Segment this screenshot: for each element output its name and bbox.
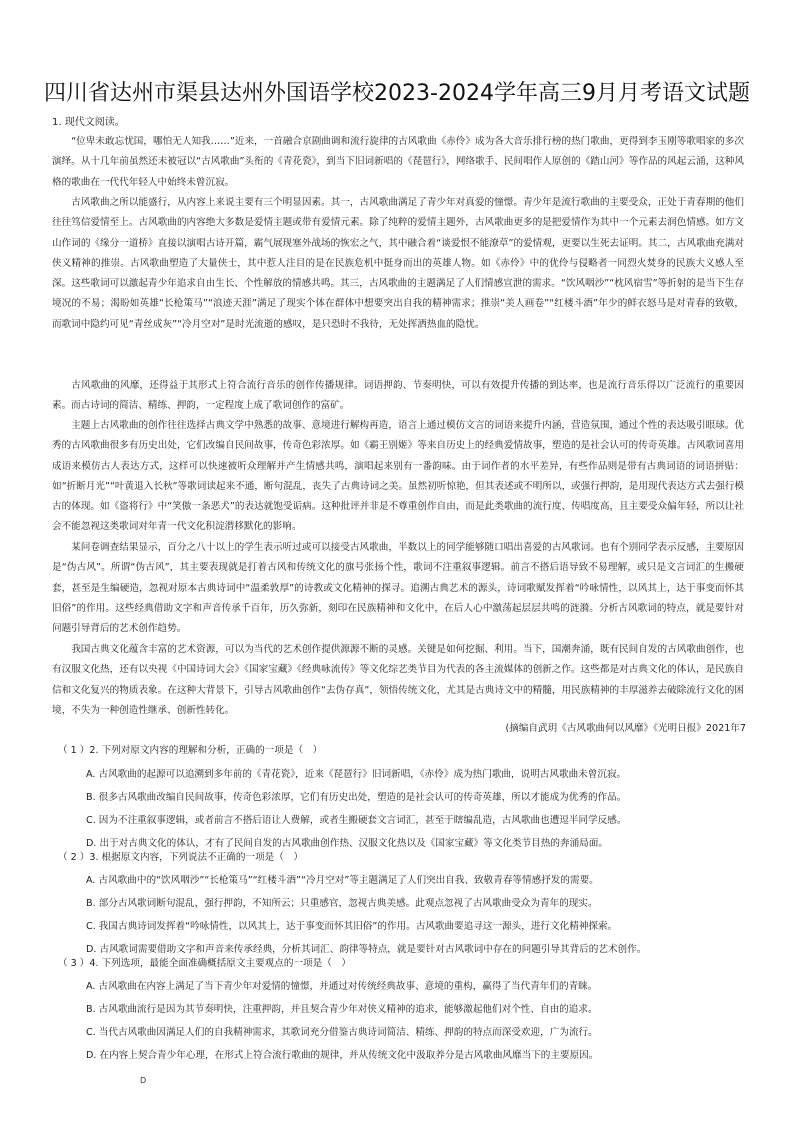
option-a[interactable]: A. 古风歌曲中的“饮风咽沙”“长枪策马”“红楼斗酒”“冷月空对”等主题满足了人们突出自我、致敬青春等情感抒发的需要。: [86, 875, 599, 886]
option-b[interactable]: B. 部分古风歌词断句混乱，强行押韵，不知所云；只重感官，忽视古典美感。此观点忽视了古风歌曲受众为青年的现实。: [86, 898, 598, 909]
option-a[interactable]: A. 古风歌曲的起源可以追溯到多年前的《青花瓷》，近来《琵琶行》旧词新唱，《赤伶》成为热门歌曲，说明古风歌曲未曾沉寂。: [86, 769, 627, 780]
paragraph: 古风歌曲的风靡，还得益于其形式上符合流行音乐的创作传播规律。词语押韵、节奏明快，可以有效提升传播的到达率，也是流行音乐得以广泛流行的重要因素。而古诗词的简洁、精练、押韵，一定程度上成了歌词创作的富矿。: [52, 380, 744, 412]
source-citation: (摘编自武玥《古风歌曲何以风靡》《光明日报》2021年7: [505, 723, 746, 734]
page-number: D: [140, 1076, 147, 1085]
paragraph: 某问卷调查结果显示，百分之八十以上的学生表示听过或可以接受古风歌曲，半数以上的同学能够随口唱出喜爱的古风歌词。也有个别同学表示反感，主要原因是“伪古风”。所谓“伪古风”，其主要表现就是打着古风和传统文化的旗号张扬个性，歌词不注重叙事逻辑。前言不搭后语导致不易理解，或只是文言词汇的生搬硬套，甚至是生编硬造，忽视对原本古典诗词中“温柔敦厚”的诗教或文化精神的探寻。追溯古典艺术的源头，诗词歌赋发挥着“吟咏情性，以风其上，达于事变而怀其旧俗”的作用。这些经典借助文字和声音传承千百年，历久弥新，刻印在民族精神和文化中，在后人心中激荡起层层共鸣的涟漪。分析古风歌词的特点，就是要针对问题引导背后的艺术创作趋势。: [52, 542, 744, 635]
option-b[interactable]: B. 古风歌曲流行是因为其节奏明快，注重押韵，并且契合青少年对侠义精神的追求，能够激起他们对个性、自由的追求。: [86, 1004, 598, 1015]
option-b[interactable]: B. 很多古风歌曲改编自民间故事，传奇色彩浓厚，它们有历史出处，塑造的是社会认可的传奇英雄，所以才能成为优秀的作品。: [86, 792, 627, 803]
option-d[interactable]: D. 出于对古典文化的体认，才有了民间自发的古风歌曲创作热、汉服文化热以及《国家宝藏》等文化类节目热的奔涌局面。: [86, 838, 608, 849]
option-c[interactable]: C. 我国古典诗词发挥着“吟咏情性，以风其上，达于事变而怀其旧俗”的作用。古风歌曲要追寻这一源头，进行文化精神探索。: [86, 921, 618, 932]
paragraph: 主题上古风歌曲的创作往往选择古典文学中熟悉的故事、意境进行解构再造，语言上通过模仿文言的词语来提升内涵，营造氛围，通过个性的表达吸引眼球。优秀的古风歌曲很多有历史出处，它们改编自民间故事，传奇色彩浓厚。如《霸王别姬》等来自历史上的经典爱情故事，塑造的是社会认可的传奇英雄。古风歌词喜用成语来模仿古人表达方式，这样可以快速被听众理解并产生情感共鸣，演唱起来别有一番韵味。由于词作者的水平差异，有些作品则是带有古典词语的词语拼贴：如“折断月光”“叶黄退入长秋”等歌词读起来不通，断句混乱，丧失了古典诗词之美。虽然初听惊艳，但其表述或不明所以，或强行押韵，是用现代表达方式去强行模古的体现。如《盗将行》中“笑傲一条恶犬”的表达就饱受诟病。这种批评并非是不尊重创作自由，而是此类歌曲的流行度、传唱度高，且主要受众偏年轻，所以让社会不能忽视这类歌词对年青一代文化积淀潜移默化的影响。: [52, 420, 744, 533]
question-stem: （ 1 ）2. 下列对原文内容的理解和分析，正确的一项是（ ）: [58, 745, 323, 756]
question-stem: （ 3 ）4. 下列选项，最能全面准确概括原文主要观点的一项是（ ）: [58, 958, 352, 969]
option-d[interactable]: D. 在内容上契合青少年心理，在形式上符合流行歌曲的规律，并从传统文化中汲取养分是古风歌曲风靡当下的主要原因。: [86, 1050, 599, 1061]
option-c[interactable]: C. 当代古风歌曲因满足人们的自我精神需求，其歌词充分借鉴古典诗词简洁、精练、押韵的特点而深受欢迎，广为流行。: [86, 1027, 598, 1038]
option-a[interactable]: A. 古风歌曲在内容上满足了当下青少年对爱情的憧憬，并通过对传统经典故事、意境的重构，赢得了当代青年们的青睐。: [86, 981, 598, 992]
paragraph: “位卑未敢忘忧国，哪怕无人知我……”近来，一首融合京剧曲调和流行旋律的古风歌曲《赤伶》成为各大音乐排行榜的热门歌曲，更得到李玉刚等歌唱家的多次演绎。从十几年前虽然还未被冠以“古风歌曲”头衔的《青花瓷》，到当下旧词新唱的《琵琶行》，网络歌手、民间唱作人原创的《踏山河》等作品的风起云涌，这种风格的歌曲在一代代年轻人中始终未曾沉寂。: [52, 136, 744, 188]
question-stem: （ 2 ）3. 根据原文内容，下列说法不正确的一项是（ ）: [58, 852, 304, 863]
paragraph: 古风歌曲之所以能盛行，从内容上来说主要有三个明显因素。其一，古风歌曲满足了青少年对真爱的憧憬。青少年是流行歌曲的主要受众，正处于青春期的他们往往笃信爱情至上。古风歌曲的内容绝大多数是爱情主题或带有爱情元素。除了纯粹的爱情主题外，古风歌曲更多的是把爱情作为其中一个元素去润色情感。如方文山作词的《缘分一道桥》直接以演唱古诗开篇，霸气展现塞外战场的恢宏之气，其中融合着“谈爱恨不能潦草”的爱情观，更要以生死去证明。其二，古风歌曲充满对侠义精神的推崇。古风歌曲塑造了大量侠士，其中惹人注目的是在民族危机中挺身而出的英雄人物。如《赤伶》中的优伶与侵略者一同烈火焚身的民族大义感人至深。这些歌词可以激起青少年追求自由生长、个性解放的情感共鸣。其三，古风歌曲的主题满足了人们情感宣泄的需求。“饮风咽沙”“枕风宿雪”等折射的是当下生存境况的不易；渴盼如英雄“长枪策马”“浪迹天涯”满足了现实个体在群体中想要突出自我的精神需求；推崇“美人画卷”“红楼斗酒”年少的鲜衣怒马是对青春的致敬，而歌词中隐约可见“青丝成灰”“冷月空对”是时光流逝的感叹，是只恐时不我待，无处挥洒热血的隐忧。: [52, 197, 744, 330]
page-title: 四川省达州市渠县达州外国语学校2023-2024学年高三9月月考语文试题: [44, 80, 750, 106]
paragraph: 我国古典文化蕴含丰富的艺术资源，可以为当代的艺术创作提供源源不断的灵感。关键是如何挖掘、利用。当下，国潮奔涌，既有民间自发的古风歌曲创作，也有汉服文化热，还有以央视《中国诗词大会》《国家宝藏》《经典咏流传》等文化综艺类节目为代表的各主流媒体的创新之作。这些都是对古典文化的体认，是民族自信和文化复兴的物质表象。在这种大背景下，引导古风歌曲创作“去伪存真”，领悟传统文化，尤其是古典诗文中的精髓，用民族精神的丰厚滋养去破除流行文化的困境，不失为一种创造性继承、创新性转化。: [52, 644, 744, 716]
option-d[interactable]: D. 古风歌词需要借助文字和声音来传承经典，分析其词汇、韵律等特点，就是要针对古风歌词中存在的问题引导其背后的艺术创作。: [86, 944, 647, 955]
section-label: 1. 现代文阅读。: [52, 117, 125, 128]
option-c[interactable]: C. 因为不注重叙事逻辑，或者前言不搭后语让人费解，或者生搬硬套文言词汇，甚至于瞎编乱造，古风歌曲也遭逗半同学反感。: [86, 815, 627, 826]
